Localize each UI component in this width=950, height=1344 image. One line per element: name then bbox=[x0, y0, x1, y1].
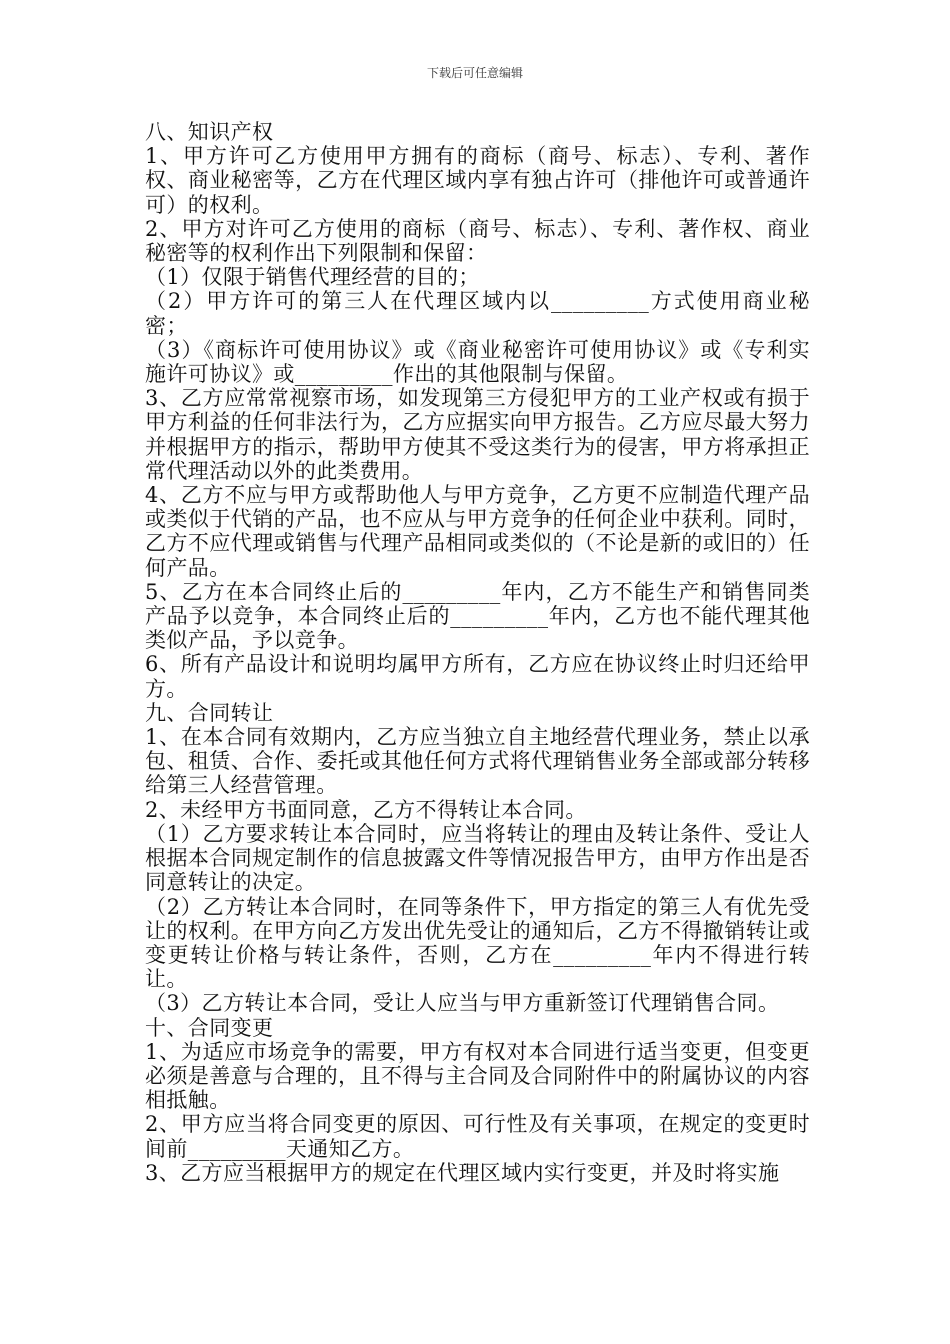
paragraph: （3）乙方转让本合同，受让人应当与甲方重新签订代理销售合同。 bbox=[145, 991, 780, 1016]
paragraph: 5、乙方在本合同终止后的_________年内，乙方不能生产和销售同类产品予以竞争，本合同终止后的_________年内，乙方也不能代理其他类似产品，予以竞争。 bbox=[145, 579, 810, 653]
paragraph: （2）甲方许可的第三人在代理区域内以_________方式使用商业秘密； bbox=[145, 289, 810, 338]
section-heading-contract-transfer: 九、合同转让 bbox=[145, 700, 274, 725]
paragraph: 1、在本合同有效期内，乙方应当独立自主地经营代理业务，禁止以承包、租赁、合作、委托或其他任何方式将代理销售业务全部或部分转移给第三人经营管理。 bbox=[145, 725, 810, 798]
paragraph: （2）乙方转让本合同时，在同等条件下，甲方指定的第三人有优先受让的权利。在甲方向乙方发出优先受让的通知后，乙方不得撤销转让或变更转让价格与转让条件，否则，乙方在_________年内不得进行转让。 bbox=[145, 894, 810, 992]
paragraph: 2、甲方对许可乙方使用的商标（商号、标志）、专利、著作权、商业秘密等的权利作出下列限制和保留： bbox=[145, 216, 810, 266]
paragraph: （3）《商标许可使用协议》或《商业秘密许可使用协议》或《专利实施许可协议》或_________作出的其他限制与保留。 bbox=[145, 337, 810, 387]
paragraph: 2、甲方应当将合同变更的原因、可行性及有关事项，在规定的变更时间前_________天通知乙方。 bbox=[145, 1112, 810, 1161]
paragraph: 6、所有产品设计和说明均属甲方所有，乙方应在协议终止时归还给甲方。 bbox=[145, 652, 810, 701]
paragraph: 2、未经甲方书面同意，乙方不得转让本合同。 bbox=[145, 797, 587, 822]
paragraph: 1、为适应市场竞争的需要，甲方有权对本合同进行适当变更，但变更必须是善意与合理的，且不得与主合同及合同附件中的附属协议的内容相抵触。 bbox=[145, 1039, 810, 1113]
paragraph: 4、乙方不应与甲方或帮助他人与甲方竞争，乙方更不应制造代理产品或类似于代销的产品，也不应从与甲方竞争的任何企业中获利。同时，乙方不应代理或销售与代理产品相同或类似的（不论是新的或旧的）任何产品。 bbox=[145, 483, 810, 580]
document-body bbox=[145, 120, 810, 1185]
paragraph: （1）乙方要求转让本合同时，应当将转让的理由及转让条件、受让人根据本合同规定制作的信息披露文件等情况报告甲方，由甲方作出是否同意转让的决定。 bbox=[145, 821, 810, 895]
paragraph: （1）仅限于销售代理经营的目的； bbox=[145, 265, 480, 290]
section-heading-intellectual-property: 八、知识产权 bbox=[145, 120, 274, 144]
page-header: 下载后可任意编辑 bbox=[426, 66, 523, 80]
section-heading-contract-change: 十、合同变更 bbox=[145, 1015, 274, 1040]
paragraph: 3、乙方应当根据甲方的规定在代理区域内实行变更，并及时将实施 bbox=[145, 1160, 780, 1185]
paragraph: 3、乙方应常常视察市场，如发现第三方侵犯甲方的工业产权或有损于甲方利益的任何非法行为，乙方应据实向甲方报告。乙方应尽最大努力并根据甲方的指示，帮助甲方使其不受这类行为的侵害，甲方将承担正常代理活动以外的此类费用。 bbox=[145, 386, 810, 483]
paragraph: 1、甲方许可乙方使用甲方拥有的商标（商号、标志）、专利、著作权、商业秘密等，乙方在代理区域内享有独占许可（排他许可或普通许可）的权利。 bbox=[145, 144, 810, 217]
